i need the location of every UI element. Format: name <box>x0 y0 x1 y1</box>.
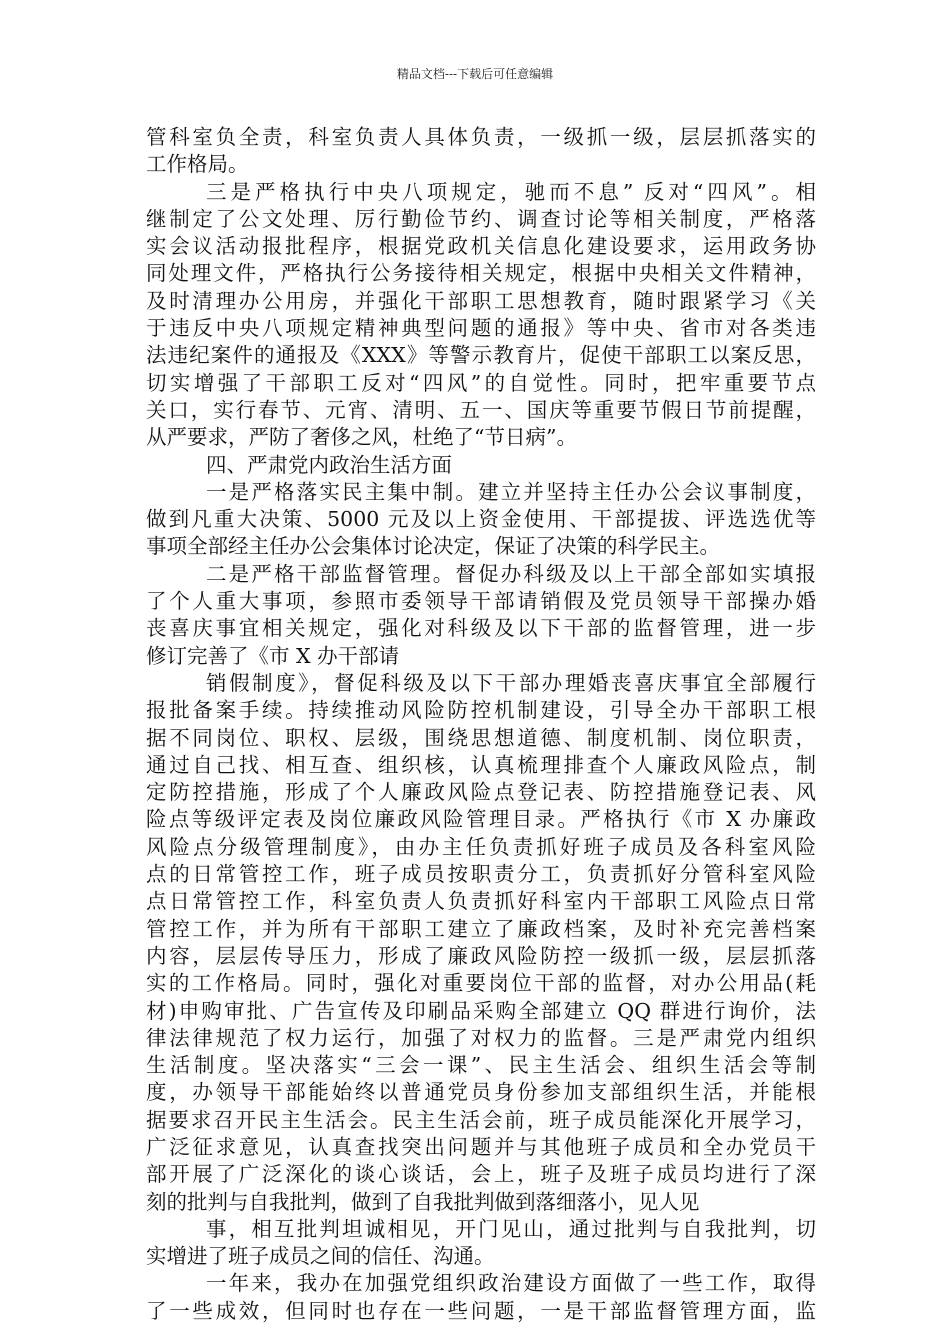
text-line: 三是严格执行中央八项规定，驰而不息” 反对“四风”。相 <box>206 179 816 204</box>
text-line: 切实增强了干部职工反对“四风”的自觉性。同时，把牢重要节点 <box>146 370 816 395</box>
text-line: 材)申购审批、广告宣传及印刷品采购全部建立 QQ 群进行询价，法 <box>146 998 816 1023</box>
text-line: 丧喜庆事宜相关规定，强化对科级及以下干部的监督管理，进一步 <box>146 616 816 641</box>
text-line: 于违反中央八项规定精神典型问题的通报》等中央、省市对各类违 <box>146 316 816 341</box>
text-line: 管科室负全责，科室负责人具体负责，一级抓一级，层层抓落实的 <box>146 125 816 149</box>
text-line: 从严要求，严防了奢侈之风，杜绝了“节日病”。 <box>146 425 577 450</box>
text-line: 通过自己找、相互查、组织核，认真梳理排查个人廉政风险点，制 <box>146 752 816 777</box>
text-line: 风险点分级管理制度》，由办主任负责抓好班子成员及各科室风险 <box>146 834 816 859</box>
text-line: 管控工作，并为所有干部职工建立了廉政档案，及时补充完善档案 <box>146 916 816 941</box>
text-line: 做到凡重大决策、5000 元及以上资金使用、干部提拔、评选选优等 <box>146 507 816 532</box>
text-line: 一年来，我办在加强党组织政治建设方面做了一些工作，取得 <box>206 1271 816 1296</box>
text-line: 律法律规范了权力运行，加强了对权力的监督。三是严肃党内组织 <box>146 1025 816 1050</box>
text-line: 工作格局。 <box>146 152 249 177</box>
text-line: 及时清理办公用房，并强化干部职工思想教育，随时跟紧学习《关 <box>146 288 816 313</box>
text-line: 险点等级评定表及岗位廉政风险管理目录。严格执行《市 X 办廉政 <box>146 807 816 832</box>
text-line: 实会议活动报批程序，根据党政机关信息化建设要求，运用政务协 <box>146 234 816 259</box>
text-line: 生活制度。坚决落实“三会一课”、民主生活会、组织生活会等制 <box>146 1053 816 1078</box>
text-line: 点日常管控工作，科室负责人负责抓好科室内干部职工风险点日常 <box>146 889 816 914</box>
text-line: 修订完善了《市 X 办干部请 <box>146 643 400 668</box>
document-body <box>146 124 816 1325</box>
text-line: 刻的批判与自我批判，做到了自我批判做到落细落小，见人见 <box>146 1189 700 1214</box>
text-line: 广泛征求意见，认真查找突出问题并与其他班子成员和全办党员干 <box>146 1134 816 1159</box>
text-line: 度，办领导干部能始终以普通党员身份参加支部组织生活，并能根 <box>146 1080 816 1105</box>
text-line: 内容，层层传导压力，形成了廉政风险防控一级抓一级，层层抓落 <box>146 943 816 968</box>
text-line: 关口，实行春节、元宵、清明、五一、国庆等重要节假日节前提醒， <box>146 397 816 422</box>
text-line: 定防控措施，形成了个人廉政风险点登记表、防控措施登记表、风 <box>146 780 816 805</box>
text-line: 销假制度》，督促科级及以下干部办理婚丧喜庆事宜全部履行 <box>206 670 816 695</box>
text-line: 一是严格落实民主集中制。建立并坚持主任办公会议事制度， <box>206 479 816 504</box>
text-line: 部开展了广泛深化的谈心谈话，会上，班子及班子成员均进行了深 <box>146 1162 816 1187</box>
text-line: 四、严肃党内政治生活方面 <box>206 452 452 477</box>
text-line: 事项全部经主任办公会集体讨论决定，保证了决策的科学民主。 <box>146 534 720 559</box>
text-line: 事，相互批判坦诚相见，开门见山，通过批判与自我批判，切 <box>206 1216 816 1241</box>
text-line: 同处理文件，严格执行公务接待相关规定，根据中央相关文件精神， <box>146 261 816 286</box>
text-line: 了个人重大事项，参照市委领导干部请销假及党员领导干部操办婚 <box>146 589 816 614</box>
page-header: 精品文档---下载后可任意编辑 <box>396 67 554 81</box>
text-line: 继制定了公文处理、厉行勤俭节约、调查讨论等相关制度，严格落 <box>146 206 816 231</box>
text-line: 实的工作格局。同时，强化对重要岗位干部的监督，对办公用品(耗 <box>146 971 816 996</box>
text-line: 法违纪案件的通报及《XXX》等警示教育片，促使干部职工以案反思， <box>146 343 816 368</box>
text-line: 点的日常管控工作，班子成员按职责分工，负责抓好分管科室风险 <box>146 862 816 887</box>
text-line: 二是严格干部监督管理。督促办科级及以上干部全部如实填报 <box>206 561 816 586</box>
text-line: 实增进了班子成员之间的信任、沟通。 <box>146 1244 495 1269</box>
text-line: 据要求召开民主生活会。民主生活会前，班子成员能深化开展学习， <box>146 1107 816 1132</box>
text-line: 报批备案手续。持续推动风险防控机制建设，引导全办干部职工根 <box>146 698 816 723</box>
text-line: 据不同岗位、职权、层级，围绕思想道德、制度机制、岗位职责， <box>146 725 816 750</box>
text-line: 了一些成效，但同时也存在一些问题，一是干部监督管理方面，监 <box>146 1298 816 1323</box>
